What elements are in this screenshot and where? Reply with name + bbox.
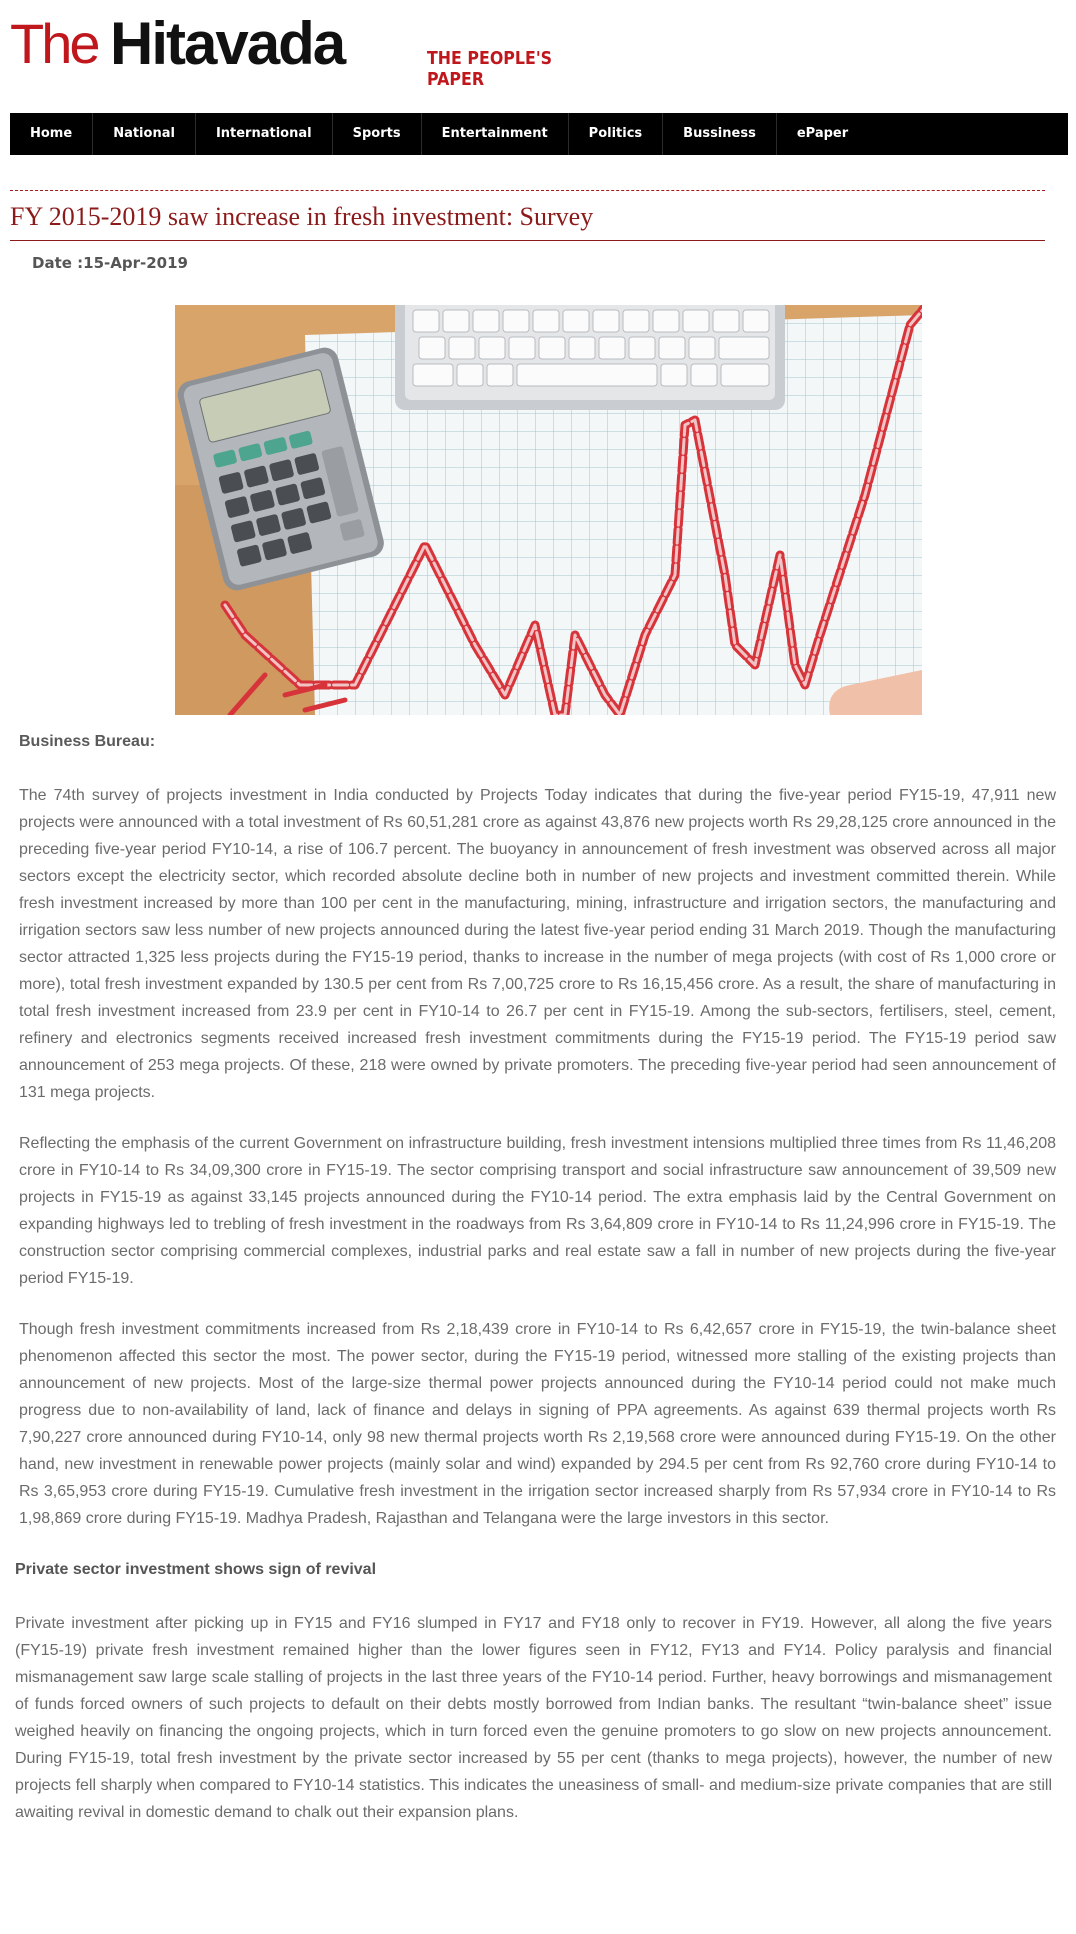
article-hero-image <box>175 305 922 715</box>
article-subhead: Private sector investment shows sign of revival <box>15 1561 377 1578</box>
article-paragraph-4: Private investment after picking up in FY15 and FY16 slumped in FY17 and FY18 only to recover in FY19. However, all along the five years (FY15-19) private fresh investment remained higher than the lower figures seen in FY12, FY13 and FY14. Policy paralysis and financial mismanagement saw large scale stalling of projects in the last three years of the FY10-14 period. Further, heavy borrowings and mismanagement of funds forced owners of such projects to default on their debts mostly borrowed from Indian banks. The resultant “twin-balance sheet” issue weighed heavily on financing the ongoing projects, which in turn forced even the genuine promoters to go slow on new projects announcement. During FY15-19, total fresh investment by the private sector increased by 55 per cent (thanks to mega projects), however, the number of new projects fell sharply when compared to FY10-14 statistics. This indicates the uneasiness of small- and medium-size private companies that are still awaiting revival in domestic demand to chalk out their expansion plans. <box>15 1615 1052 1821</box>
main-nav <box>10 113 1068 155</box>
nav-item-home[interactable]: Home <box>10 113 93 155</box>
logo-the: The <box>10 12 98 75</box>
headline-bottom-divider <box>10 240 1045 241</box>
masthead <box>10 10 610 90</box>
nav-list <box>10 113 1068 155</box>
article-date: Date :15-Apr-2019 <box>32 254 188 272</box>
site-logo[interactable] <box>10 12 430 76</box>
article-paragraph-1: The 74th survey of projects investment in India conducted by Projects Today indicates that during the five-year period FY15-19, 47,911 new projects were announced with a total investment of Rs 60,51,281 crore as against 43,876 new projects worth Rs 29,28,125 crore announced in the preceding five-year period FY10-14, a rise of 106.7 percent. The buoyancy in announcement of fresh investment was observed across all major sectors except the electricity sector, which recorded absolute decline both in number of new projects and investment committed therein. While fresh investment increased by more than 100 per cent in the manufacturing, mining, infrastructure and irrigation sectors, the manufacturing and irrigation sectors saw less number of new projects announced during the latest five-year period ending 31 March 2019. Though the manufacturing sector attracted 1,325 less projects during the FY15-19 period, thanks to increase in the number of mega projects (with cost of Rs 1,000 crore or more), total fresh investment expanded by 130.5 per cent from Rs 7,00,725 crore to Rs 16,15,456 crore. As a result, the share of manufacturing in total fresh investment increased from 23.9 per cent in FY10-14 to 26.7 per cent in FY15-19. Among the sub-sectors, fertilisers, steel, cement, refinery and electronics segments received increased fresh investment commitments during the FY15-19 period. The FY15-19 period saw announcement of 253 mega projects. Of these, 218 were owned by private promoters. The preceding five-year period had seen announcement of 131 mega projects. <box>19 787 1056 1101</box>
nav-item-epaper[interactable]: ePaper <box>796 126 849 141</box>
nav-item-politics[interactable]: Politics <box>569 113 664 155</box>
nav-item-international[interactable]: International <box>196 113 333 155</box>
calculator-keyboard-paperclip-graph-icon <box>175 305 922 715</box>
article-body <box>15 728 1056 1850</box>
nav-item-entertainment[interactable]: Entertainment <box>422 113 569 155</box>
logo-name: Hitavada <box>110 10 345 77</box>
article-byline: Business Bureau: <box>19 733 156 750</box>
nav-item-national[interactable]: National <box>93 113 196 155</box>
tagline: THE PEOPLE'S PAPER <box>427 48 553 90</box>
nav-item-sports[interactable]: Sports <box>333 113 422 155</box>
nav-item-business[interactable]: Bussiness <box>663 113 777 155</box>
headline-top-divider <box>10 190 1045 191</box>
article-headline: FY 2015-2019 saw increase in fresh investment: Survey <box>10 202 594 231</box>
article-paragraph-2: Reflecting the emphasis of the current Government on infrastructure building, fresh investment intensions multiplied three times from Rs 11,46,208 crore in FY10-14 to Rs 34,09,300 crore in FY15-19. The sector comprising transport and social infrastructure saw announcement of 39,509 new projects in FY15-19 as against 33,145 projects announced during the FY10-14 period. The extra emphasis laid by the Central Government on expanding highways led to trebling of fresh investment in the roadways from Rs 3,64,809 crore in FY10-14 to Rs 11,24,996 crore in FY15-19. The construction sector comprising commercial complexes, industrial parks and real estate saw a fall in number of new projects during the five-year period FY15-19. <box>19 1135 1056 1287</box>
article-paragraph-3: Though fresh investment commitments increased from Rs 2,18,439 crore in FY10-14 to Rs 6,42,657 crore in FY15-19, the twin-balance sheet phenomenon affected this sector the most. The power sector, during the FY15-19 period, witnessed more stalling of the existing projects than announcement of new projects. Most of the large-size thermal power projects announced during the FY10-14 period could not make much progress due to non-availability of land, lack of finance and delays in signing of PPA agreements. As against 639 thermal projects worth Rs 7,90,227 crore announced during FY10-14, only 98 new thermal projects worth Rs 2,19,568 crore were announced during FY15-19. On the other hand, new investment in renewable power projects (mainly solar and wind) expanded by 294.5 per cent from Rs 92,760 crore during FY10-14 to Rs 3,65,953 crore during FY15-19. Cumulative fresh investment in the irrigation sector increased sharply from Rs 57,934 crore in FY10-14 to Rs 1,98,869 crore during FY15-19. Madhya Pradesh, Rajasthan and Telangana were the large investors in this sector. <box>19 1321 1056 1527</box>
